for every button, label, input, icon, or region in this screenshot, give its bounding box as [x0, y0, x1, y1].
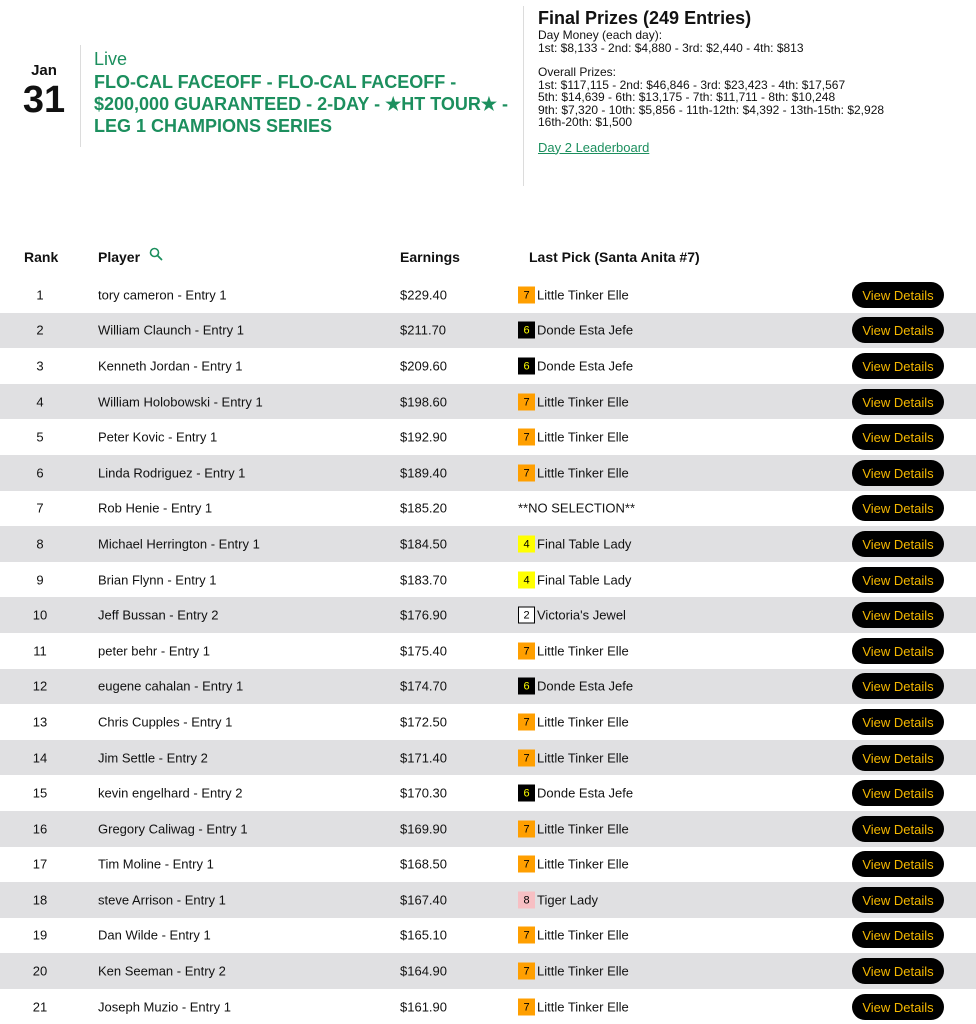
- rank-cell: 10: [32, 607, 48, 623]
- rank-cell: 12: [32, 678, 48, 694]
- earnings-cell: $176.90: [400, 607, 447, 623]
- table-row: [0, 348, 976, 384]
- horse-name: Victoria's Jewel: [537, 607, 626, 623]
- player-cell: Kenneth Jordan - Entry 1: [98, 358, 243, 374]
- view-details-button[interactable]: View Details: [852, 887, 944, 913]
- search-icon[interactable]: [149, 247, 163, 261]
- table-row: [0, 562, 976, 598]
- post-position-badge: 6: [518, 357, 535, 374]
- player-cell: eugene cahalan - Entry 1: [98, 678, 244, 694]
- player-cell: Peter Kovic - Entry 1: [98, 429, 218, 445]
- horse-name: Little Tinker Elle: [537, 856, 629, 872]
- earnings-cell: $189.40: [400, 465, 447, 481]
- view-details-button[interactable]: View Details: [852, 424, 944, 450]
- last-pick-cell: [518, 891, 598, 908]
- last-pick-cell: [518, 856, 629, 873]
- earnings-cell: $168.50: [400, 856, 447, 872]
- horse-name: Little Tinker Elle: [537, 750, 629, 766]
- rank-cell: 7: [36, 500, 44, 516]
- player-cell: Brian Flynn - Entry 1: [98, 572, 217, 588]
- last-pick-cell: [518, 678, 633, 695]
- rank-cell: 8: [36, 536, 44, 552]
- player-cell: Chris Cupples - Entry 1: [98, 714, 233, 730]
- view-details-button[interactable]: View Details: [852, 567, 944, 593]
- table-header: [0, 247, 976, 267]
- earnings-cell: $192.90: [400, 429, 447, 445]
- last-pick-cell: [518, 820, 629, 837]
- last-pick-cell: [518, 749, 629, 766]
- player-cell: Linda Rodriguez - Entry 1: [98, 465, 246, 481]
- table-row: [0, 669, 976, 705]
- post-position-badge: 7: [518, 820, 535, 837]
- overall-line: 9th: $7,320 - 10th: $5,856 - 11th-12th: $4,392 - 13th-15th: $2,928: [538, 102, 885, 117]
- earnings-cell: $185.20: [400, 500, 447, 516]
- last-pick-cell: [518, 286, 629, 303]
- rank-cell: 3: [36, 358, 44, 374]
- earnings-cell: $184.50: [400, 536, 447, 552]
- rank-cell: 1: [36, 287, 44, 303]
- rank-cell: 13: [32, 714, 48, 730]
- horse-name: Final Table Lady: [537, 572, 632, 588]
- horse-name: Little Tinker Elle: [537, 465, 629, 481]
- horse-name: Little Tinker Elle: [537, 394, 629, 410]
- post-position-badge: 6: [518, 678, 535, 695]
- last-pick-cell: [518, 571, 631, 588]
- column-header-last-pick: Last Pick (Santa Anita #7): [529, 249, 700, 265]
- table-row: [0, 419, 976, 455]
- earnings-cell: $229.40: [400, 287, 447, 303]
- horse-name: Little Tinker Elle: [537, 287, 629, 303]
- player-cell: Dan Wilde - Entry 1: [98, 927, 211, 943]
- view-details-button[interactable]: View Details: [852, 353, 944, 379]
- last-pick-cell: [518, 607, 626, 624]
- player-cell: Rob Henie - Entry 1: [98, 500, 213, 516]
- player-cell: peter behr - Entry 1: [98, 643, 210, 659]
- earnings-cell: $211.70: [400, 322, 447, 338]
- rank-cell: 17: [32, 856, 48, 872]
- post-position-badge: 6: [518, 785, 535, 802]
- event-status: Live: [94, 49, 128, 69]
- table-row: [0, 775, 976, 811]
- earnings-cell: $175.40: [400, 643, 447, 659]
- event-month: Jan: [31, 62, 57, 79]
- table-row: [0, 918, 976, 954]
- view-details-button[interactable]: View Details: [852, 994, 944, 1020]
- overall-line: 16th-20th: $1,500: [538, 115, 633, 129]
- horse-name: Little Tinker Elle: [537, 643, 629, 659]
- rank-cell: 9: [36, 572, 44, 588]
- post-position-badge: 7: [518, 642, 535, 659]
- prizes-panel: [538, 8, 968, 154]
- player-cell: kevin engelhard - Entry 2: [98, 785, 243, 801]
- table-row: [0, 455, 976, 491]
- rank-cell: 2: [36, 322, 44, 338]
- horse-name: Little Tinker Elle: [537, 927, 629, 943]
- rank-cell: 21: [32, 999, 48, 1015]
- last-pick-cell: [518, 429, 629, 446]
- horse-name: Final Table Lady: [537, 536, 632, 552]
- earnings-cell: $183.70: [400, 572, 447, 588]
- player-cell: Joseph Muzio - Entry 1: [98, 999, 231, 1015]
- last-pick-cell: [518, 322, 633, 339]
- view-details-button[interactable]: View Details: [852, 709, 944, 735]
- view-details-button[interactable]: View Details: [852, 673, 944, 699]
- overall-label: Overall Prizes:: [538, 65, 617, 79]
- post-position-badge: 2: [518, 607, 535, 624]
- earnings-cell: $167.40: [400, 892, 447, 908]
- table-row: [0, 811, 976, 847]
- column-header-player: Player: [98, 249, 141, 265]
- table-row: [0, 740, 976, 776]
- view-details-button[interactable]: View Details: [852, 816, 944, 842]
- post-position-badge: 4: [518, 535, 535, 552]
- view-details-button[interactable]: View Details: [852, 602, 944, 628]
- player-cell: Jim Settle - Entry 2: [98, 750, 208, 766]
- column-header-earnings: Earnings: [400, 249, 460, 265]
- player-cell: Jeff Bussan - Entry 2: [98, 607, 219, 623]
- horse-name: **NO SELECTION**: [518, 500, 636, 516]
- earnings-cell: $172.50: [400, 714, 447, 730]
- table-row: [0, 597, 976, 633]
- post-position-badge: 7: [518, 963, 535, 980]
- post-position-badge: 6: [518, 322, 535, 339]
- event-day: 31: [22, 79, 66, 121]
- last-pick-cell: [518, 535, 631, 552]
- post-position-badge: 7: [518, 713, 535, 730]
- rank-cell: 18: [32, 892, 48, 908]
- view-details-button[interactable]: View Details: [852, 851, 944, 877]
- event-title: FLO-CAL FACEOFF - FLO-CAL FACEOFF - $200,000 GUARANTEED - 2-DAY - ★HT TOUR★ - LEG 1 CHAMPIONS SERIES: [94, 72, 509, 136]
- table-row: [0, 847, 976, 883]
- table-row: [0, 953, 976, 989]
- rank-cell: 19: [32, 927, 48, 943]
- earnings-cell: $209.60: [400, 358, 447, 374]
- day-2-leaderboard-link[interactable]: Day 2 Leaderboard: [538, 139, 650, 155]
- view-details-button[interactable]: View Details: [852, 317, 944, 343]
- last-pick-cell: [518, 642, 629, 659]
- horse-name: Little Tinker Elle: [537, 963, 629, 979]
- horse-name: Donde Esta Jefe: [537, 678, 634, 694]
- horse-name: Tiger Lady: [537, 892, 598, 908]
- table-row: [0, 313, 976, 349]
- prizes-title: Final Prizes (249 Entries): [538, 8, 752, 28]
- earnings-cell: $161.90: [400, 999, 447, 1015]
- view-details-button[interactable]: View Details: [852, 745, 944, 771]
- rank-cell: 16: [32, 821, 48, 837]
- divider: [80, 45, 81, 147]
- divider: [523, 6, 524, 186]
- post-position-badge: 7: [518, 927, 535, 944]
- earnings-cell: $169.90: [400, 821, 447, 837]
- earnings-cell: $171.40: [400, 750, 447, 766]
- player-cell: steve Arrison - Entry 1: [98, 892, 226, 908]
- view-details-button[interactable]: View Details: [852, 282, 944, 308]
- post-position-badge: 7: [518, 429, 535, 446]
- view-details-button[interactable]: View Details: [852, 638, 944, 664]
- horse-name: Donde Esta Jefe: [537, 785, 634, 801]
- earnings-cell: $198.60: [400, 394, 447, 410]
- horse-name: Little Tinker Elle: [537, 714, 629, 730]
- last-pick-cell: [518, 393, 629, 410]
- post-position-badge: 7: [518, 464, 535, 481]
- post-position-badge: 7: [518, 286, 535, 303]
- post-position-badge: 4: [518, 571, 535, 588]
- table-row: [0, 882, 976, 918]
- post-position-badge: 7: [518, 393, 535, 410]
- view-details-button[interactable]: View Details: [852, 495, 944, 521]
- view-details-button[interactable]: View Details: [852, 460, 944, 486]
- horse-name: Donde Esta Jefe: [537, 358, 634, 374]
- post-position-badge: 7: [518, 856, 535, 873]
- post-position-badge: 7: [518, 749, 535, 766]
- view-details-button[interactable]: View Details: [852, 780, 944, 806]
- column-header-rank: Rank: [24, 249, 59, 265]
- last-pick-cell: [518, 785, 633, 802]
- horse-name: Little Tinker Elle: [537, 821, 629, 837]
- leaderboard-rows: [0, 277, 976, 1024]
- last-pick-cell: [518, 713, 629, 730]
- table-row: [0, 633, 976, 669]
- rank-cell: 6: [36, 465, 44, 481]
- player-cell: Tim Moline - Entry 1: [98, 856, 214, 872]
- table-row: [0, 989, 976, 1024]
- rank-cell: 14: [32, 750, 48, 766]
- horse-name: Donde Esta Jefe: [537, 322, 634, 338]
- view-details-button[interactable]: View Details: [852, 922, 944, 948]
- overall-line: 1st: $117,115 - 2nd: $46,846 - 3rd: $23,423 - 4th: $17,567: [538, 77, 846, 92]
- earnings-cell: $165.10: [400, 927, 447, 943]
- table-row: [0, 526, 976, 562]
- post-position-badge: 7: [518, 998, 535, 1015]
- earnings-cell: $164.90: [400, 963, 447, 979]
- player-cell: Gregory Caliwag - Entry 1: [98, 821, 248, 837]
- last-pick-cell: [518, 927, 629, 944]
- overall-line: 5th: $14,639 - 6th: $13,175 - 7th: $11,711 - 8th: $10,248: [538, 90, 836, 104]
- player-cell: tory cameron - Entry 1: [98, 287, 227, 303]
- player-cell: Ken Seeman - Entry 2: [98, 963, 226, 979]
- horse-name: Little Tinker Elle: [537, 429, 629, 445]
- horse-name: Little Tinker Elle: [537, 999, 629, 1015]
- table-row: [0, 384, 976, 420]
- rank-cell: 11: [33, 643, 47, 659]
- player-cell: Michael Herrington - Entry 1: [98, 536, 260, 552]
- table-row: [0, 704, 976, 740]
- rank-cell: 4: [36, 394, 44, 410]
- view-details-button[interactable]: View Details: [852, 389, 944, 415]
- event-info: [94, 48, 514, 137]
- earnings-cell: $174.70: [400, 678, 447, 694]
- earnings-cell: $170.30: [400, 785, 447, 801]
- day-money-values: 1st: $8,133 - 2nd: $4,880 - 3rd: $2,440 - 4th: $813: [538, 40, 804, 55]
- last-pick-cell: [518, 357, 633, 374]
- event-date: [22, 62, 66, 120]
- last-pick-cell: [518, 963, 629, 980]
- last-pick-cell: [518, 464, 629, 481]
- table-row: [0, 491, 976, 527]
- post-position-badge: 8: [518, 891, 535, 908]
- rank-cell: 5: [36, 429, 44, 445]
- table-row: [0, 277, 976, 313]
- day-money-label: Day Money (each day):: [538, 28, 663, 42]
- player-cell: William Claunch - Entry 1: [98, 322, 244, 338]
- rank-cell: 15: [32, 785, 48, 801]
- last-pick-cell: [518, 501, 635, 516]
- view-details-button[interactable]: View Details: [852, 958, 944, 984]
- player-cell: William Holobowski - Entry 1: [98, 394, 263, 410]
- last-pick-cell: [518, 998, 629, 1015]
- view-details-button[interactable]: View Details: [852, 531, 944, 557]
- rank-cell: 20: [32, 963, 48, 979]
